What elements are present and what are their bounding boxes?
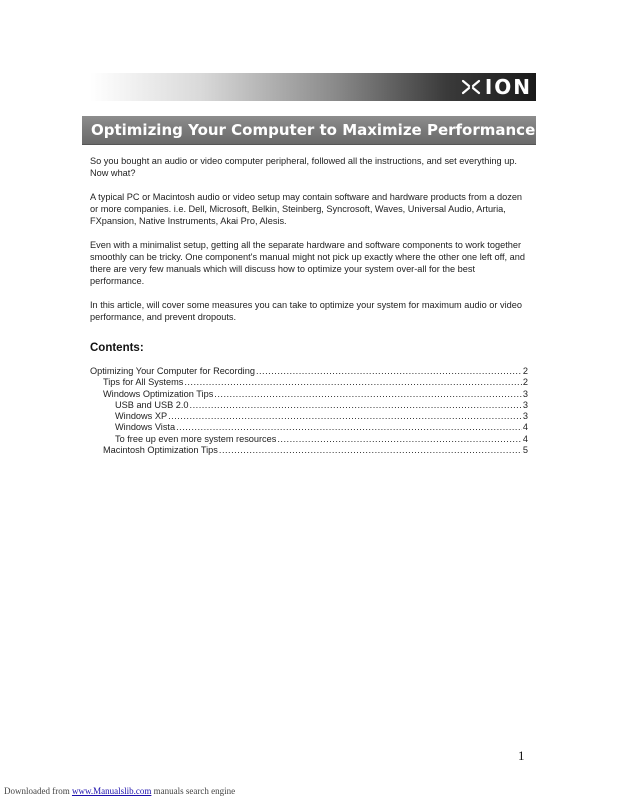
page-title: Optimizing Your Computer to Maximize Performance [91,121,536,139]
ion-star-icon [461,79,481,95]
toc-entry-label: Windows Optimization Tips [103,388,214,399]
paragraph: A typical PC or Macintosh audio or video setup may contain software and hardware products from a dozen or more companies. i.e. Dell, Microsoft, Belkin, Steinberg, Syncrosoft, Waves, Universal Audio, Arturia, FXpansion, Native Instruments, Akai Pro, Alesis. [90,192,523,226]
footer-suffix: manuals search engine [151,786,236,796]
download-footer [4,786,235,796]
toc-page-number: 4 [522,433,528,444]
toc-leader [256,366,522,377]
toc-page-number: 2 [522,366,528,376]
table-of-contents [90,366,528,456]
toc-entry-label: Tips for All Systems [103,377,184,388]
toc-page-number: 3 [522,388,528,399]
toc-leader [219,445,522,456]
toc-entry-mac-tips[interactable] [90,445,528,456]
toc-entry-optimizing[interactable] [90,366,528,377]
toc-page-number: 3 [522,411,528,422]
toc-entry-label: USB and USB 2.0 [115,399,189,410]
manualslib-link[interactable]: www.Manualslib.com [71,786,152,796]
toc-entry-windows-xp[interactable] [90,411,528,422]
logo-text: ION [484,75,532,99]
toc-leader [277,434,522,445]
toc-entry-label: Windows XP [115,411,168,422]
intro-text [90,155,530,335]
paragraph: In this article, will cover some measures you can take to optimize your system for maximum audio or video performance, and prevent dropouts. [90,300,522,322]
toc-page-number: 5 [522,445,528,456]
toc-entry-usb[interactable] [90,400,528,411]
toc-leader [190,400,522,411]
toc-entry-tips-all[interactable] [90,377,528,388]
toc-leader [214,389,522,400]
toc-entry-windows-tips[interactable] [90,389,528,400]
paragraph: Even with a minimalist setup, getting all the separate hardware and software components to work together smoothly can be tricky. One component's manual might not pick up exactly where the other one left off, and there are very few manuals which will discuss how to optimize your system over-all for the best performance. [90,240,525,286]
contents-heading: Contents: [90,342,144,354]
toc-page-number: 4 [522,422,528,433]
toc-entry-free-resources[interactable] [90,434,528,445]
header-gradient-bar [90,73,536,101]
toc-entry-label: Optimizing Your Computer for Recording [90,366,255,376]
toc-entry-label: To free up even more system resources [115,433,277,444]
toc-leader [184,377,522,388]
toc-entry-label: Windows Vista [115,422,176,433]
toc-leader [168,411,522,422]
toc-page-number: 2 [522,377,528,388]
toc-entry-label: Macintosh Optimization Tips [103,445,218,456]
toc-leader [176,422,522,433]
page-number: 1 [518,748,525,763]
ion-logo [461,76,532,98]
toc-page-number: 3 [522,399,528,410]
title-bar [82,116,536,145]
paragraph: So you bought an audio or video computer peripheral, followed all the instructions, and set everything up. Now what? [90,156,517,178]
toc-entry-windows-vista[interactable] [90,422,528,433]
footer-prefix: Downloaded from [4,786,72,796]
